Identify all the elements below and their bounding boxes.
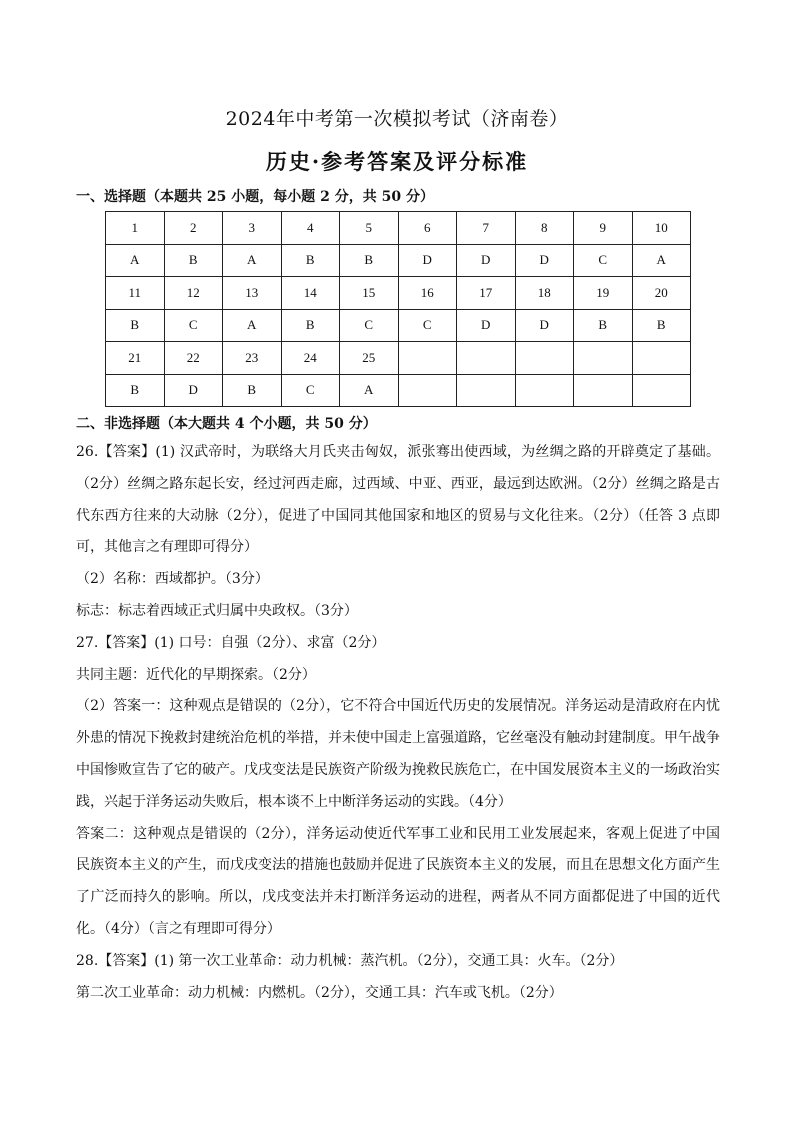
table-cell: D	[457, 244, 516, 277]
table-row	[106, 342, 691, 375]
table-cell: 24	[281, 342, 340, 375]
answer-paragraph: （2）答案一：这种观点是错误的（2分），它不符合中国近代历史的发展情况。洋务运动是清政府在内忧外患的情况下挽救封建统治危机的举措，并未使中国走上富强道路，它丝毫没有触动封建制度。甲午战争中国惨败宣告了它的破产。戊戌变法是民族资产阶级为挽救民族危亡，在中国发展资本主义的一场政治实践，兴起于洋务运动失败后，根本谈不上中断洋务运动的实践。（4分）	[76, 698, 720, 810]
table-cell: 25	[340, 342, 399, 375]
table-cell	[632, 342, 691, 375]
table-cell: 6	[398, 212, 457, 245]
table-cell: C	[340, 309, 399, 342]
table-cell: 9	[574, 212, 633, 245]
answer-paragraph: 28.【答案】(1) 第一次工业革命：动力机械：蒸汽机。（2分），交通工具：火车。（2分）	[76, 952, 624, 969]
table-row	[106, 244, 691, 277]
table-cell: 8	[515, 212, 574, 245]
table-cell: B	[340, 244, 399, 277]
table-cell: B	[632, 309, 691, 342]
section-heading-nonchoice: 二、非选择题（本大题共 4 个小题，共 50 分）	[76, 416, 377, 432]
table-cell: 23	[223, 342, 282, 375]
table-cell: 10	[632, 212, 691, 245]
table-row	[106, 277, 691, 310]
table-cell: B	[574, 309, 633, 342]
table-row	[106, 212, 691, 245]
table-cell	[574, 374, 633, 407]
table-cell: B	[106, 374, 165, 407]
table-cell: D	[515, 309, 574, 342]
section-heading-choice: 一、选择题（本题共 25 小题，每小题 2 分，共 50 分）	[76, 189, 434, 205]
table-cell: 13	[223, 277, 282, 310]
page-subtitle: 历史·参考答案及评分标准	[265, 149, 529, 174]
table-cell: 3	[223, 212, 282, 245]
table-cell: A	[106, 244, 165, 277]
table-cell: C	[574, 244, 633, 277]
answer-table	[105, 211, 691, 407]
table-cell: 2	[164, 212, 223, 245]
table-cell: A	[632, 244, 691, 277]
table-cell: 4	[281, 212, 340, 245]
table-cell	[632, 374, 691, 407]
answer-paragraph: 标志：标志着西域正式归属中央政权。（3分）	[76, 602, 358, 619]
table-cell: C	[398, 309, 457, 342]
table-cell: 21	[106, 342, 165, 375]
table-cell: A	[223, 244, 282, 277]
table-cell: A	[223, 309, 282, 342]
table-cell: D	[457, 309, 516, 342]
answer-content	[76, 437, 720, 1009]
table-cell: 16	[398, 277, 457, 310]
table-cell: 18	[515, 277, 574, 310]
table-cell: 11	[106, 277, 165, 310]
table-cell: B	[106, 309, 165, 342]
table-cell: D	[398, 244, 457, 277]
table-cell	[457, 374, 516, 407]
page-title: 2024年中考第一次模拟考试（济南卷）	[225, 108, 569, 130]
table-row	[106, 374, 691, 407]
table-cell	[515, 342, 574, 375]
table-cell: 22	[164, 342, 223, 375]
table-cell: B	[164, 244, 223, 277]
table-cell: 12	[164, 277, 223, 310]
table-cell: A	[340, 374, 399, 407]
answer-paragraph: （2）名称：西域都护。（3分）	[76, 571, 269, 588]
table-cell	[515, 374, 574, 407]
table-row	[106, 309, 691, 342]
table-cell: D	[164, 374, 223, 407]
table-cell: 7	[457, 212, 516, 245]
table-cell	[457, 342, 516, 375]
table-cell: 1	[106, 212, 165, 245]
table-cell: B	[223, 374, 282, 407]
table-cell: 20	[632, 277, 691, 310]
table-cell: C	[164, 309, 223, 342]
table-cell	[574, 342, 633, 375]
table-cell: 19	[574, 277, 633, 310]
table-cell: 15	[340, 277, 399, 310]
table-cell: 17	[457, 277, 516, 310]
table-cell: B	[281, 309, 340, 342]
table-cell: C	[281, 374, 340, 407]
table-cell	[398, 374, 457, 407]
answer-paragraph: 共同主题：近代化的早期探索。（2分）	[76, 666, 316, 683]
answer-paragraph: 26.【答案】(1) 汉武帝时，为联络大月氏夹击匈奴，派张骞出使西域，为丝绸之路的开辟奠定了基础。（2分）丝绸之路东起长安，经过河西走廊，过西域、中亚、西亚，最远到达欧洲。（2分）丝绸之路是古代东西方往来的大动脉（2分），促进了中国同其他国家和地区的贸易与文化往来。（2分）（任答 3 点即可，其他言之有理即可得分）	[76, 444, 720, 556]
table-cell: B	[281, 244, 340, 277]
answer-paragraph: 第二次工业革命：动力机械：内燃机。（2分），交通工具：汽车或飞机。（2分）	[76, 984, 563, 1001]
table-cell: 14	[281, 277, 340, 310]
answer-paragraph: 27.【答案】(1) 口号：自强（2分）、求富（2分）	[76, 634, 386, 651]
table-cell: 5	[340, 212, 399, 245]
answer-paragraph: 答案二：这种观点是错误的（2分），洋务运动使近代军事工业和民用工业发展起来，客观上促进了中国民族资本主义的产生，而戊戌变法的措施也鼓励并促进了民族资本主义的发展，而且在思想文化方面产生了广泛而持久的影响。所以，戊戌变法并未打断洋务运动的进程，两者从不同方面都促进了中国的近代化。（4分）（言之有理即可得分）	[76, 825, 720, 937]
table-cell	[398, 342, 457, 375]
table-cell: D	[515, 244, 574, 277]
